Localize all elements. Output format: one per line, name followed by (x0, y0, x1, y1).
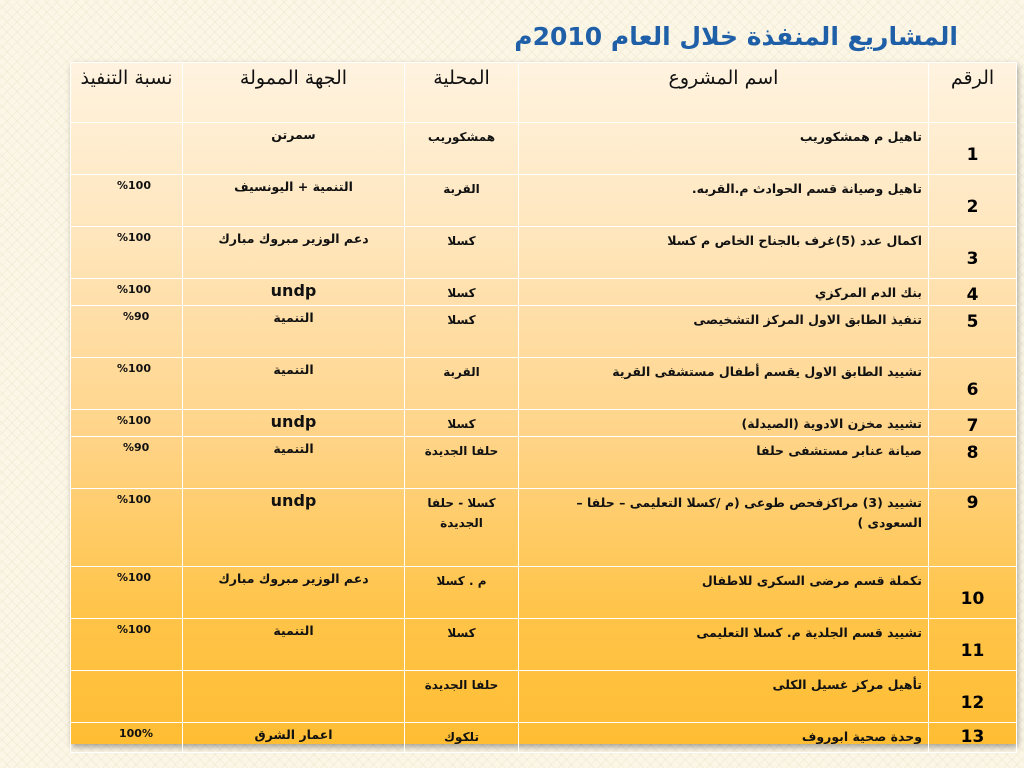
row-number: 6 (929, 358, 1017, 410)
row-project: تشييد (3) مراكزفحص طوعى (م /كسلا التعليمى – حلفا – السعودى ) (519, 489, 929, 567)
row-completion: %100 (71, 619, 183, 671)
row-number: 9 (929, 489, 1017, 567)
row-project: صيانة عنابر مستشفى حلفا (519, 437, 929, 489)
row-locality: حلفا الجديدة (405, 437, 519, 489)
row-project: بنك الدم المركزي (519, 279, 929, 306)
row-locality: كسلا (405, 227, 519, 279)
row-locality: القربة (405, 175, 519, 227)
row-funder: اعمار الشرق (183, 723, 405, 753)
row-completion (71, 671, 183, 723)
row-completion (71, 123, 183, 175)
header-project: اسم المشروع (519, 63, 929, 123)
table-row (71, 567, 1017, 619)
table-row (71, 437, 1017, 489)
header-row (71, 63, 1017, 123)
header-number: الرقم (929, 63, 1017, 123)
table-row (71, 489, 1017, 567)
row-locality: كسلا (405, 410, 519, 437)
table-row (71, 358, 1017, 410)
table-row (71, 123, 1017, 175)
row-funder: undp (183, 279, 405, 306)
row-completion: %100 (71, 175, 183, 227)
row-project: تشييد قسم الجلدية م. كسلا التعليمى (519, 619, 929, 671)
table-row (71, 410, 1017, 437)
row-locality: كسلا (405, 279, 519, 306)
page-title: المشاريع المنفذة خلال العام 2010م (514, 22, 958, 51)
table-row (71, 227, 1017, 279)
row-locality: تلكوك (405, 723, 519, 753)
row-project: تاهيل م همشكوريب (519, 123, 929, 175)
row-locality: حلفا الجديدة (405, 671, 519, 723)
row-project: تشييد الطابق الاول يقسم أطفال مستشفى القرية (519, 358, 929, 410)
row-funder: سمرتن (183, 123, 405, 175)
row-project: تأهيل مركز غسيل الكلى (519, 671, 929, 723)
header-locality: المحلية (405, 63, 519, 123)
row-funder: التنمية (183, 358, 405, 410)
row-locality: كسلا (405, 619, 519, 671)
row-funder (183, 671, 405, 723)
row-completion: %90 (71, 437, 183, 489)
row-completion: %90 (71, 306, 183, 358)
row-funder: دعم الوزير مبروك مبارك (183, 567, 405, 619)
table-row (71, 723, 1017, 753)
row-locality: همشكوريب (405, 123, 519, 175)
row-funder: التنمية (183, 306, 405, 358)
table-row (71, 279, 1017, 306)
row-funder: undp (183, 410, 405, 437)
row-number: 10 (929, 567, 1017, 619)
header-completion: نسبة التنفيذ (71, 63, 183, 123)
row-locality: القربة (405, 358, 519, 410)
table-row (71, 175, 1017, 227)
row-number: 13 (929, 723, 1017, 753)
row-completion: %100 (71, 567, 183, 619)
projects-table (70, 62, 1016, 747)
row-funder: التنمية (183, 437, 405, 489)
row-completion: %100 (71, 227, 183, 279)
row-completion: 100% (71, 723, 183, 753)
row-completion: %100 (71, 410, 183, 437)
row-number: 5 (929, 306, 1017, 358)
row-funder: التنمية + اليونسيف (183, 175, 405, 227)
row-completion: %100 (71, 358, 183, 410)
row-locality: كسلا (405, 306, 519, 358)
row-project: وحدة صحية ابوروف (519, 723, 929, 753)
row-funder: التنمية (183, 619, 405, 671)
row-number: 1 (929, 123, 1017, 175)
row-number: 7 (929, 410, 1017, 437)
row-completion: %100 (71, 279, 183, 306)
row-locality: كسلا - حلفا الجديدة (405, 489, 519, 567)
row-locality: م . كسلا (405, 567, 519, 619)
row-project: تاهيل وصيانة قسم الحوادث م.القربه. (519, 175, 929, 227)
row-number: 4 (929, 279, 1017, 306)
row-number: 2 (929, 175, 1017, 227)
row-project: تنفيذ الطابق الاول المركز التشخيصى (519, 306, 929, 358)
table-row (71, 619, 1017, 671)
row-number: 8 (929, 437, 1017, 489)
row-project: تكملة قسم مرضى السكرى للاطفال (519, 567, 929, 619)
row-number: 12 (929, 671, 1017, 723)
row-project: اكمال عدد (5)غرف بالجناح الخاص م كسلا (519, 227, 929, 279)
header-funder: الجهة الممولة (183, 63, 405, 123)
row-funder: دعم الوزير مبروك مبارك (183, 227, 405, 279)
row-funder: undp (183, 489, 405, 567)
row-number: 3 (929, 227, 1017, 279)
table-row (71, 671, 1017, 723)
row-completion: %100 (71, 489, 183, 567)
table-row (71, 306, 1017, 358)
row-project: تشييد مخزن الادوية (الصيدلة) (519, 410, 929, 437)
row-number: 11 (929, 619, 1017, 671)
